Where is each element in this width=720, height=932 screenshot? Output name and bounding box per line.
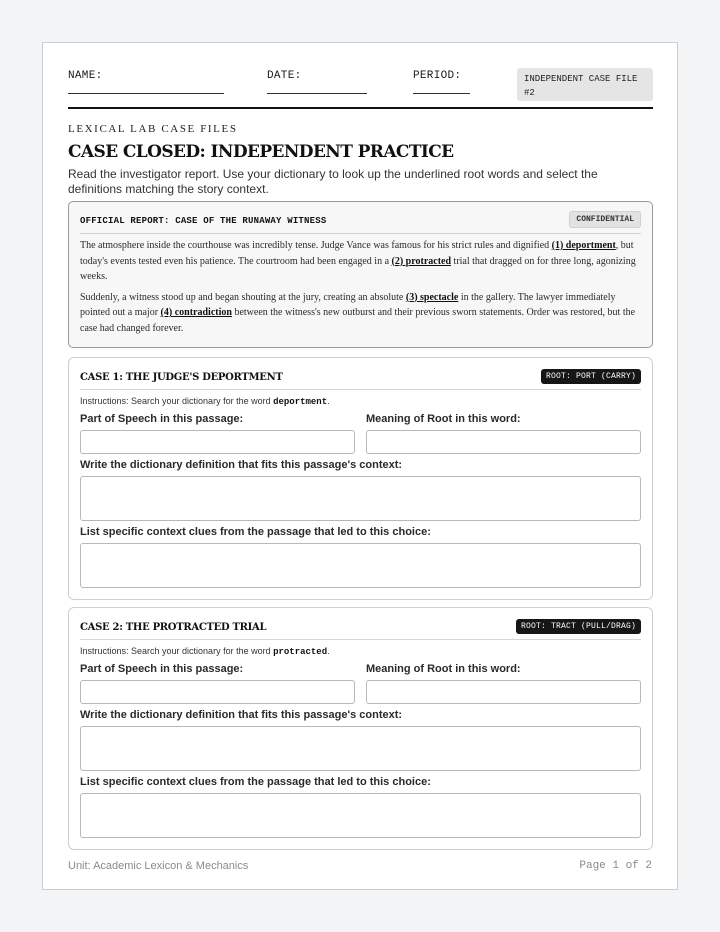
context-clues-textarea[interactable] [80,793,641,838]
definition-textarea[interactable] [80,726,641,771]
report-text: trial that dragged on for three long, agonizing weeks. [80,255,636,282]
vocab-word-contradiction: (4) contradiction [160,307,232,318]
instructions-text: . [327,646,330,656]
case-instructions [80,396,330,407]
name-label: NAME: [68,70,103,82]
date-line [267,93,367,94]
vocab-word-protracted: (2) protracted [391,255,452,267]
report-text: Suddenly, a witness stood up and began shouting at the jury, creating an absolute [80,291,406,303]
case-title: CASE 1: THE JUDGE'S DEPORTMENT [80,372,283,383]
case-header [80,617,641,640]
case-file-tag: INDEPENDENT CASE FILE #2 [517,68,653,101]
part-of-speech-input[interactable] [80,430,355,454]
period-field[interactable] [413,70,461,82]
part-of-speech-label: Part of Speech in this passage: [80,663,244,675]
root-meaning-input[interactable] [366,430,641,454]
instructions-text: Instructions: Search your dictionary for the word [80,396,274,406]
report-text: in the gallery. The lawyer immediately pointed out a major [80,291,616,318]
root-meaning-label: Meaning of Root in this word: [366,663,521,675]
root-badge: ROOT: PORT (CARRY) [541,369,641,384]
report-paragraph [80,290,641,337]
part-of-speech-label: Part of Speech in this passage: [80,413,244,425]
page-title: CASE CLOSED: INDEPENDENT PRACTICE [68,142,454,162]
report-text: between the witness's new outburst and their previous sworn statements. Order was restored, but the case had changed forever. [80,307,636,334]
case-title: CASE 2: THE PROTRACTED TRIAL [80,622,267,633]
root-meaning-input[interactable] [366,680,641,704]
report-text: , but today's events tested even his patience. The courtroom had been engaged in a [80,240,634,267]
period-label: PERIOD: [413,70,462,82]
instructions-text: Instructions: Search your dictionary for the word [80,646,274,656]
date-field[interactable] [267,70,302,82]
root-meaning-label: Meaning of Root in this word: [366,413,521,425]
confidential-badge: CONFIDENTIAL [569,211,641,228]
report-text: The atmosphere inside the courthouse was incredibly tense. Judge Vance was famous for his strict rules and dignified [80,240,552,251]
name-line [68,93,224,94]
worksheet-page [42,42,678,890]
part-of-speech-input[interactable] [80,680,355,704]
report-paragraph [80,238,641,285]
page-number: Page 1 of 2 [579,860,652,872]
date-label: DATE: [267,70,302,82]
case-card-1 [68,357,653,600]
instructions-text: . [327,396,330,406]
report-header [80,213,641,234]
root-badge: ROOT: TRACT (PULL/DRAG) [516,619,641,634]
definition-label: Write the dictionary definition that fits this passage's context: [80,459,403,471]
target-word: deportment [273,397,328,407]
context-clues-textarea[interactable] [80,543,641,588]
header-divider [68,107,653,109]
vocab-word-deportment: (1) deportment [551,240,616,251]
case-header [80,367,641,390]
target-word: protracted [273,647,328,657]
report-title: OFFICIAL REPORT: CASE OF THE RUNAWAY WITNESS [80,216,327,226]
case-instructions [80,646,330,657]
case-card-2 [68,607,653,850]
context-clues-label: List specific context clues from the passage that led to this choice: [80,526,431,538]
context-clues-label: List specific context clues from the passage that led to this choice: [80,776,431,788]
period-line [413,93,470,94]
vocab-word-spectacle: (3) spectacle [405,291,459,303]
name-field[interactable] [68,70,103,82]
report-body [80,238,641,341]
definition-textarea[interactable] [80,476,641,521]
official-report-box [68,201,653,348]
intro-instructions: Read the investigator report. Use your dictionary to look up the underlined root words and select the definitions matching the story context. [68,167,598,196]
series-kicker: LEXICAL LAB CASE FILES [68,123,238,135]
unit-footer: Unit: Academic Lexicon & Mechanics [68,860,249,872]
definition-label: Write the dictionary definition that fits this passage's context: [80,709,403,721]
